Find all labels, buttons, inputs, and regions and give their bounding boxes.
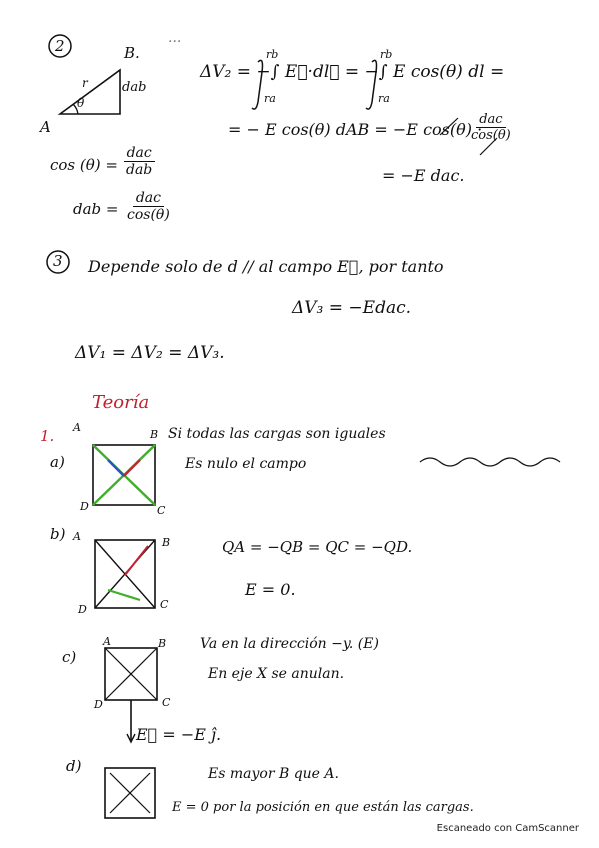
square-c-corner-d: D [94, 698, 103, 711]
section2-eq2-fraction [468, 112, 514, 143]
integral-lower-2: ra [378, 92, 390, 105]
section2-scribble: ... [168, 30, 182, 46]
section2-angle: θ [77, 96, 85, 110]
part-d-text2: E = 0 por la posición en que están las cargas. [172, 800, 474, 815]
square-b-corner-d: D [78, 603, 87, 616]
part-b-field: E = 0. [245, 580, 296, 599]
part-a-label: a) [50, 453, 65, 471]
section3-number: 3 [53, 252, 63, 270]
section2-eq3: = −E dac. [382, 166, 465, 185]
eq2-fraction-denominator: cos(θ) [471, 128, 511, 143]
dab-fraction [124, 190, 173, 223]
teoria-heading: Teoría [92, 392, 150, 413]
square-c-corner-b: B [158, 637, 167, 650]
part-c-text1: Va en la dirección −y. (E) [200, 636, 379, 652]
part-d-label: d) [66, 757, 82, 775]
section2-label-b: B. [124, 44, 140, 62]
section2-label-r: r [82, 76, 88, 90]
square-a-corner-d: D [80, 500, 89, 513]
square-c-corner-a: A [103, 635, 111, 648]
square-a-corner-b: B [150, 428, 159, 441]
section2-number: 2 [55, 37, 65, 55]
section3-result: ΔV₃ = −Edac. [292, 298, 412, 318]
voltage-equality: ΔV₁ = ΔV₂ = ΔV₃. [75, 343, 225, 363]
cos-fraction [123, 145, 155, 178]
square-c-corner-c: C [162, 696, 171, 709]
square-a-corner-a: A [73, 421, 81, 434]
section2-label-dab: dab [122, 80, 147, 95]
square-b-corner-a: A [73, 530, 81, 543]
section2-eq1: ΔV₂ = −∫ E⃗·dl⃗ = −∫ E cos(θ) dl = [200, 62, 505, 82]
square-b-corner-c: C [160, 598, 169, 611]
part-d-text1: Es mayor B que A. [208, 766, 339, 782]
integral-upper-2: rb [380, 48, 393, 61]
part-b-label: b) [50, 525, 66, 543]
dab-fraction-denominator: cos(θ) [127, 207, 170, 223]
integral-upper-1: rb [266, 48, 279, 61]
cos-fraction-denominator: dab [126, 162, 153, 178]
part-a-text2: Es nulo el campo [185, 456, 307, 472]
section2-label-a: A [40, 118, 51, 136]
dab-lhs: dab = [73, 200, 119, 218]
integral-lower-1: ra [264, 92, 276, 105]
cos-fraction-numerator: dac [124, 145, 155, 162]
part-c-text2: En eje X se anulan. [208, 666, 345, 682]
square-a-corner-c: C [157, 504, 166, 517]
camscanner-footer: Escaneado con CamScanner [436, 823, 579, 834]
dab-fraction-numerator: dac [133, 190, 164, 207]
eq2-fraction-numerator: dac [476, 112, 505, 128]
section2-eq2: = − E cos(θ) dAB = −E cos(θ) · [228, 120, 483, 139]
part-a-text1: Si todas las cargas son iguales [168, 426, 386, 442]
cos-lhs: cos (θ) = [50, 156, 118, 174]
square-b-corner-b: B [162, 536, 171, 549]
section3-text: Depende solo de d // al campo E⃗, por tanto [88, 257, 444, 276]
teoria-number: 1. [40, 427, 55, 445]
part-c-label: c) [62, 648, 77, 666]
part-b-equation: QA = −QB = QC = −QD. [222, 538, 413, 556]
part-c-field-vector: E⃗ = −E ĵ. [136, 725, 222, 744]
